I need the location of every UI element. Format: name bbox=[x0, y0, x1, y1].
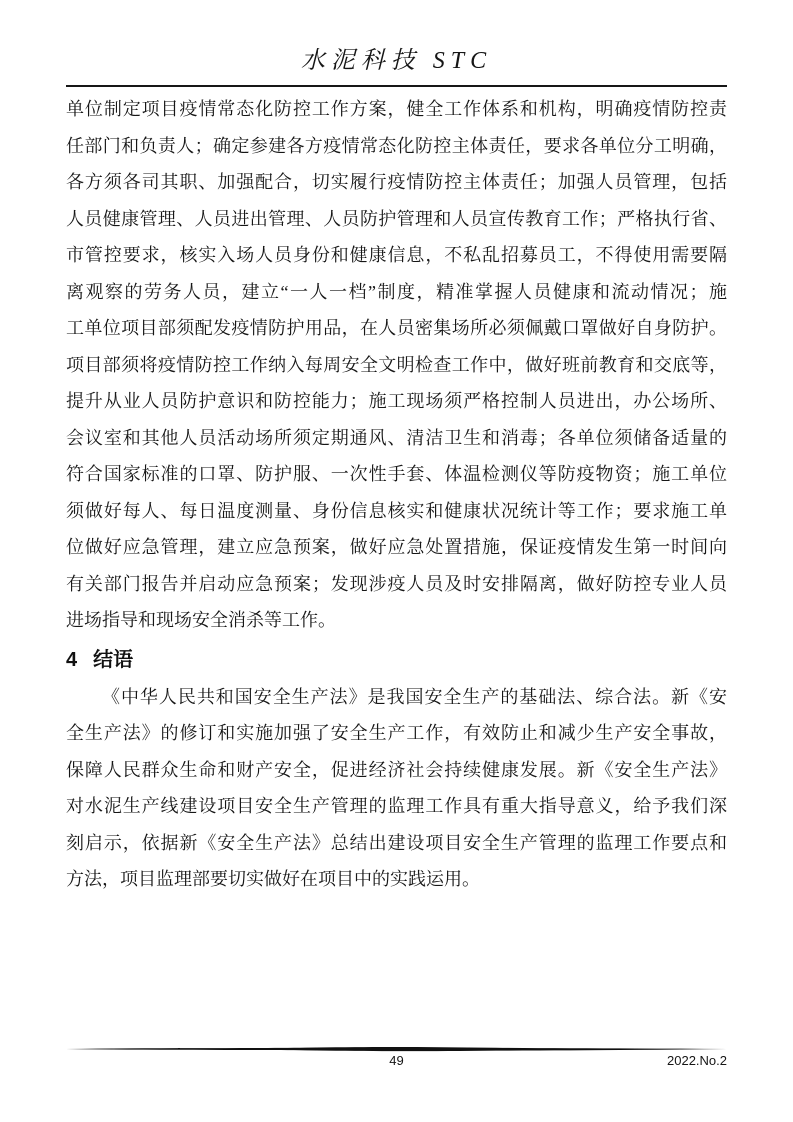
body-text-line: 《中华人民共和国安全生产法》是我国安全生产的基础法、综合法。新《安 bbox=[102, 686, 727, 707]
paragraph-epidemic-prevention bbox=[66, 91, 727, 639]
paragraph-conclusion bbox=[66, 679, 727, 898]
body-text-line: 进场指导和现场安全消杀等工作。 bbox=[66, 610, 336, 630]
body-text-line: 市管控要求，核实入场人员身份和健康信息，不私乱招募员工，不得使用需要隔 bbox=[66, 245, 727, 265]
header-rule bbox=[66, 85, 727, 87]
body-text-line: 方法，项目监理部要切实做好在项目中的实践运用。 bbox=[66, 869, 480, 889]
body-text-line: 各方须各司其职、加强配合，切实履行疫情防控主体责任；加强人员管理，包括 bbox=[66, 172, 727, 192]
page-header bbox=[66, 40, 727, 87]
section-title: 结语 bbox=[93, 648, 134, 671]
footer-row bbox=[66, 1053, 727, 1071]
journal-title: 水泥科技 STC bbox=[300, 48, 493, 74]
page-footer bbox=[66, 1046, 727, 1071]
body-text-line: 项目部须将疫情防控工作纳入每周安全文明检查工作中，做好班前教育和交底等， bbox=[66, 354, 727, 375]
body-text-line: 刻启示，依据新《安全生产法》总结出建设项目安全生产管理的监理工作要点和 bbox=[66, 832, 727, 853]
body-text-line: 会议室和其他人员活动场所须定期通风、清洁卫生和消毒；各单位须储备适量的 bbox=[66, 427, 727, 448]
page-number: 49 bbox=[389, 1053, 404, 1068]
body-text-line: 对水泥生产线建设项目安全生产管理的监理工作具有重大指导意义，给予我们深 bbox=[66, 796, 727, 816]
body-text-line: 任部门和负责人；确定参建各方疫情常态化防控主体责任，要求各单位分工明确， bbox=[66, 135, 727, 156]
body-text-line: 人员健康管理、人员进出管理、人员防护管理和人员宣传教育工作；严格执行省、 bbox=[66, 208, 727, 229]
body-text-line: 工单位项目部须配发疫情防护用品，在人员密集场所必须佩戴口罩做好自身防护。 bbox=[66, 318, 727, 338]
body-text-line: 符合国家标准的口罩、防护服、一次性手套、体温检测仪等防疫物资；施工单位 bbox=[66, 464, 727, 484]
body-text-line: 全生产法》的修订和实施加强了安全生产工作，有效防止和减少生产安全事故， bbox=[66, 723, 727, 743]
body-text-line: 保障人民群众生命和财产安全，促进经济社会持续健康发展。新《安全生产法》 bbox=[66, 759, 727, 780]
body-text-line: 提升从业人员防护意识和防控能力；施工现场须严格控制人员进出，办公场所、 bbox=[66, 391, 727, 411]
footer-rule bbox=[66, 1046, 727, 1052]
body-text-line: 有关部门报告并启动应急预案；发现涉疫人员及时安排隔离，做好防控专业人员 bbox=[66, 573, 727, 594]
body-text-line: 离观察的劳务人员，建立“一人一档”制度，精准掌握人员健康和流动情况；施 bbox=[66, 281, 727, 302]
body-text-line: 位做好应急管理，建立应急预案，做好应急处置措施，保证疫情发生第一时间向 bbox=[66, 537, 727, 557]
section-heading-conclusion bbox=[66, 643, 727, 677]
issue-label: 2022.No.2 bbox=[667, 1053, 727, 1068]
body-text-line: 须做好每人、每日温度测量、身份信息核实和健康状况统计等工作；要求施工单 bbox=[66, 500, 727, 521]
section-number: 4 bbox=[66, 648, 78, 671]
body-text-line: 单位制定项目疫情常态化防控工作方案，健全工作体系和机构，明确疫情防控责 bbox=[66, 99, 727, 119]
